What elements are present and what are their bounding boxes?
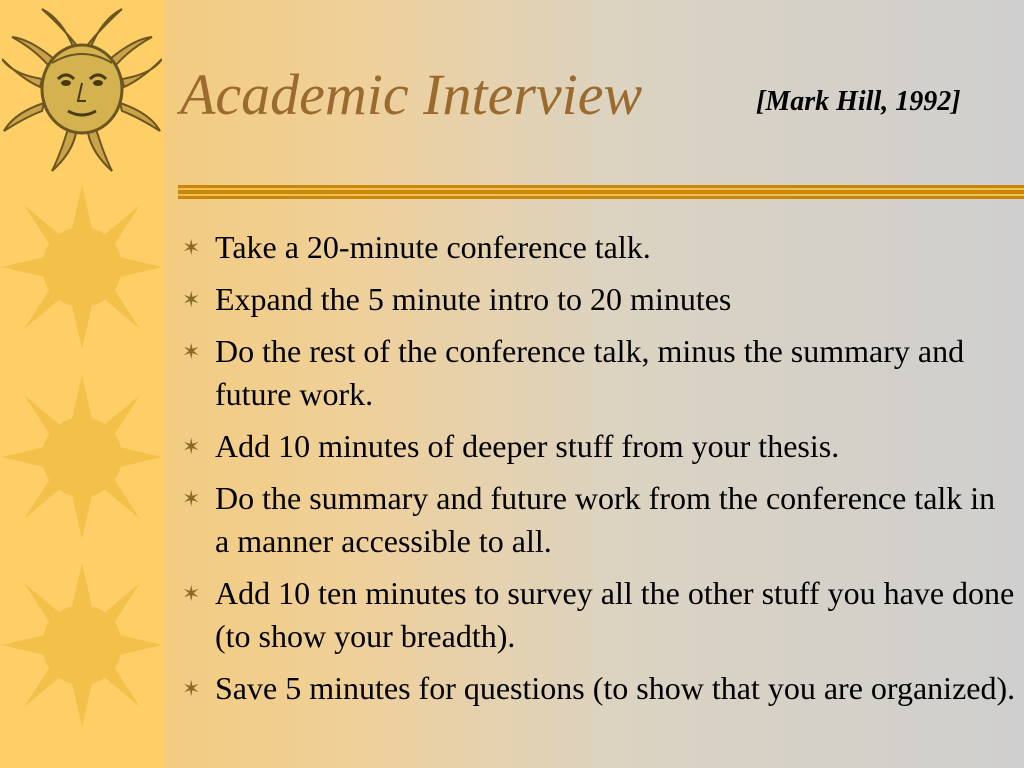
slide-title: Academic Interview	[180, 62, 643, 127]
bullet-text: Do the rest of the conference talk, minus the summary and future work.	[215, 333, 965, 412]
sun-icon	[2, 182, 162, 352]
bullet-text: Do the summary and future work from the conference talk in a manner accessible to all.	[215, 480, 996, 559]
star-bullet-icon: ✶	[182, 287, 201, 312]
bullet-list	[182, 226, 1017, 719]
star-bullet-icon: ✶	[182, 235, 201, 260]
bullet-text: Add 10 minutes of deeper stuff from your thesis.	[215, 428, 840, 464]
sun-face-icon	[2, 4, 162, 174]
sun-icon	[2, 372, 162, 542]
star-bullet-icon: ✶	[182, 676, 201, 701]
star-bullet-icon: ✶	[182, 486, 201, 511]
star-bullet-icon: ✶	[182, 339, 201, 364]
bullet-item	[182, 572, 1017, 658]
title-divider	[178, 183, 1024, 201]
bullet-item	[182, 667, 1017, 710]
bullet-item	[182, 278, 1017, 321]
decorative-side-strip	[0, 0, 164, 768]
bullet-item	[182, 425, 1017, 468]
bullet-item	[182, 330, 1017, 416]
bullet-item	[182, 226, 1017, 269]
sun-icon	[2, 560, 162, 730]
star-bullet-icon: ✶	[182, 434, 201, 459]
slide-citation: [Mark Hill, 1992]	[756, 86, 961, 117]
star-bullet-icon: ✶	[182, 581, 201, 606]
bullet-text: Take a 20-minute conference talk.	[215, 229, 651, 265]
bullet-text: Save 5 minutes for questions (to show that you are organized).	[215, 670, 1016, 706]
bullet-text: Expand the 5 minute intro to 20 minutes	[215, 281, 732, 317]
bullet-text: Add 10 ten minutes to survey all the other stuff you have done (to show your breadth).	[215, 575, 1015, 654]
bullet-item	[182, 477, 1017, 563]
